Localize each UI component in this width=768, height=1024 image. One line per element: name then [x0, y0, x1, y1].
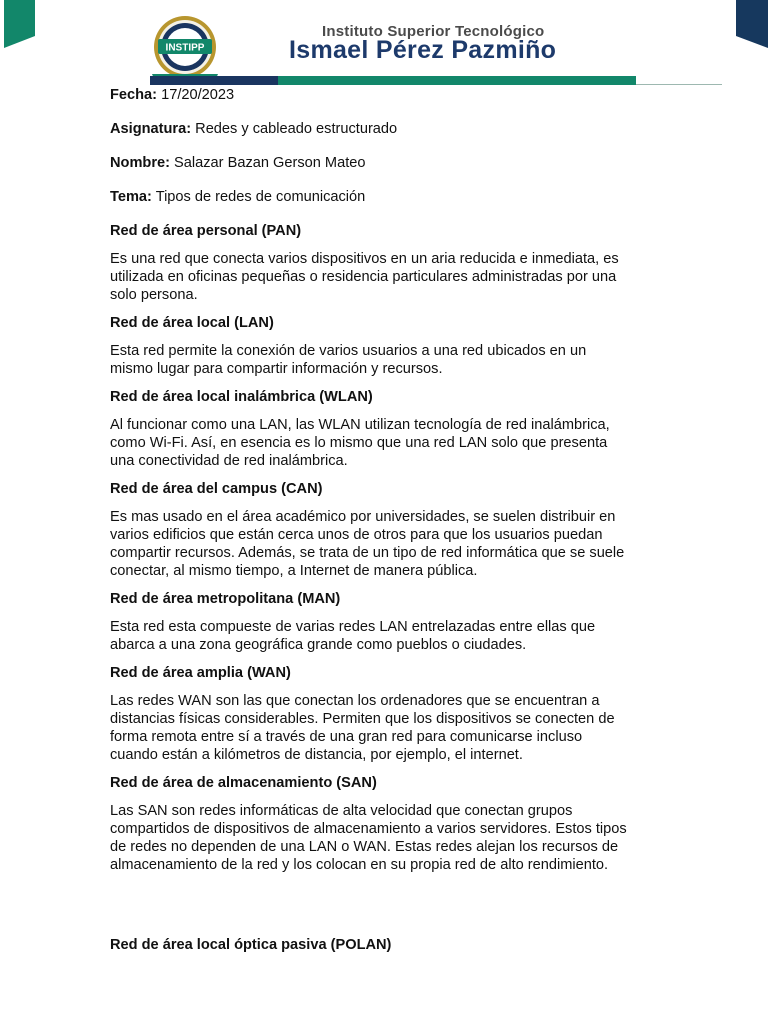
text-line: Esta red permite la conexión de varios usuarios a una red ubicados en un: [110, 343, 587, 359]
meta-nombre-label: Nombre:: [110, 155, 170, 171]
text-line: abarca a una zona geográfica grande como pueblos o ciudades.: [110, 637, 527, 653]
section-text-lan: [110, 342, 655, 378]
text-line: como Wi-Fi. Así, en esencia es lo mismo que una red LAN solo que presenta: [110, 435, 608, 451]
header-bar-navy: [150, 76, 278, 85]
meta-tema: [110, 188, 655, 206]
section-heading-san: Red de área de almacenamiento (SAN): [110, 775, 377, 791]
section-heading-can: Red de área del campus (CAN): [110, 481, 323, 497]
meta-tema-label: Tema:: [110, 189, 152, 205]
text-line: de redes no dependen de una LAN o WAN. Estas redes alejan los recursos de: [110, 839, 619, 855]
section-heading-pan: Red de área personal (PAN): [110, 223, 302, 239]
section-text-can: [110, 508, 655, 580]
section-heading-lan: Red de área local (LAN): [110, 315, 274, 331]
text-line: Al funcionar como una LAN, las WLAN utilizan tecnología de red inalámbrica,: [110, 417, 610, 433]
meta-asignatura-label: Asignatura:: [110, 121, 192, 137]
text-line: almacenamiento de la red y los colocan en su propia red de alto rendimiento.: [110, 857, 609, 873]
text-line: forma remota entre sí a través de una gran red para comunicarse incluso: [110, 729, 583, 745]
text-line: solo persona.: [110, 287, 198, 303]
meta-nombre-value: Salazar Bazan Gerson Mateo: [170, 155, 366, 171]
header-bar-green: [278, 76, 636, 85]
section-text-wlan: [110, 416, 655, 470]
meta-fecha-value: 17/20/2023: [157, 87, 235, 103]
text-line: conectar, al mismo tiempo, a Internet de manera pública.: [110, 563, 478, 579]
meta-asignatura: [110, 120, 655, 138]
text-line: Las SAN son redes informáticas de alta velocidad que conectan grupos: [110, 803, 573, 819]
document-body: [110, 86, 655, 964]
text-line: utilizada en oficinas pequeñas o residencia particulares administradas por una: [110, 269, 617, 285]
header-rule: [636, 84, 722, 85]
text-line: una conectividad de red inalámbrica.: [110, 453, 348, 469]
meta-tema-value: Tipos de redes de comunicación: [151, 189, 366, 205]
section-heading-man: Red de área metropolitana (MAN): [110, 591, 341, 607]
text-line: compartir recursos. Además, se trata de un tipo de red informática que se suele: [110, 545, 625, 561]
institution-name: Ismael Pérez Pazmiño: [289, 36, 557, 64]
section-heading-wlan: Red de área local inalámbrica (WLAN): [110, 389, 373, 405]
meta-nombre: [110, 154, 655, 172]
section-text-pan: [110, 250, 655, 304]
corner-decoration-left: [4, 0, 35, 48]
section-heading-wan: Red de área amplia (WAN): [110, 665, 291, 681]
logo-text: INSTIPP: [165, 42, 205, 54]
meta-fecha: [110, 86, 655, 104]
institution-subtitle: Instituto Superior Tecnológico: [322, 23, 545, 40]
meta-fecha-label: Fecha:: [110, 87, 158, 103]
text-line: Es mas usado en el área académico por universidades, se suelen distribuir en: [110, 509, 616, 525]
text-line: Es una red que conecta varios dispositivos en un aria reducida e inmediata, es: [110, 251, 619, 267]
section-text-san: [110, 802, 655, 874]
text-line: mismo lugar para compartir información y recursos.: [110, 361, 443, 377]
text-line: cuando están a kilómetros de distancia, por ejemplo, el internet.: [110, 747, 523, 763]
meta-asignatura-value: Redes y cableado estructurado: [191, 121, 398, 137]
text-line: Las redes WAN son las que conectan los ordenadores que se encuentran a: [110, 693, 600, 709]
text-line: distancias físicas considerables. Permiten que los dispositivos se conecten de: [110, 711, 615, 727]
corner-decoration-right: [736, 0, 768, 48]
section-text-man: [110, 618, 655, 654]
text-line: varios edificios que están cerca unos de otros para que los usuarios puedan: [110, 527, 603, 543]
text-line: Esta red esta compueste de varias redes LAN entrelazadas entre ellas que: [110, 619, 596, 635]
text-line: compartidos de dispositivos de almacenamiento a varios servidores. Estos tipos: [110, 821, 627, 837]
section-heading-polan: Red de área local óptica pasiva (POLAN): [110, 937, 392, 953]
section-text-wan: [110, 692, 655, 764]
